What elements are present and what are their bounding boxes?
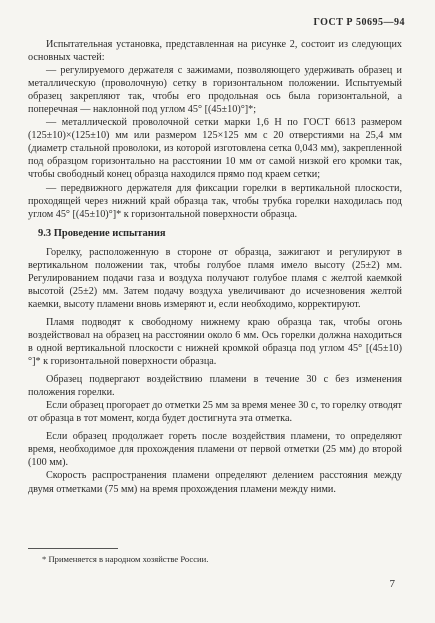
paragraph-speed: Скорость распространения пламени определяют делением расстояния между двумя отметками (75 мм) на время прохождения пламени между ними.: [28, 470, 402, 495]
standard-header: ГОСТ Р 50695—94: [313, 17, 405, 28]
paragraph-mesh: — металлической проволочной сетки марки 1,6 Н по ГОСТ 6613 размером (125±10)×(125±10) мм или размером 125×125 мм с 20 отверстиями на 25,4 мм (диаметр стальной проволоки, из которой изготовлена сетка 0,043 мм), закрепленной под образцом горизонтально на расстоянии 10 мм от самой низкой его кромки так, чтобы свободный конец образца находился прямо под краем сетки;: [28, 117, 402, 181]
main-text: [28, 38, 402, 496]
paragraph-burn-through: Если образец прогорает до отметки 25 мм за время менее 30 с, то горелку отводят от образца в тот момент, когда будет достигнута эта отметка.: [28, 400, 402, 425]
paragraph-continue-burning: Если образец продолжает гореть после воздействия пламени, то определяют время, необходимое для прохождения пламени от первой отметки (25 мм) до второй (100 мм).: [28, 431, 402, 469]
paragraph-intro: Испытательная установка, представленная на рисунке 2, состоит из следующих основных частей:: [28, 39, 402, 64]
paragraph-burner-holder: — передвижного держателя для фиксации горелки в вертикальной плоскости, проходящей через нижний край образца так, чтобы трубка горелки находилась под углом 45° [(45±10)°]* к горизонтальной поверхности образца.: [28, 182, 402, 220]
paragraph-flame-apply: Пламя подводят к свободному нижнему краю образца так, чтобы огонь воздействовал на образец на расстоянии около 6 мм. Ось горелки должна находиться в одной вертикальной плоскости с нижней кромкой образца под углом 45° [(45±10)°]* к горизонтальной поверхности образца.: [28, 316, 402, 368]
paragraph-holder: — регулируемого держателя с зажимами, позволяющего удерживать образец и металлическую (проволочную) сетку в горизонтальном положении. Испытуемый образец закрепляют так, чтобы его продольная ось была горизонтальной, а поперечная — наклонной под углом 45° [(45±10)°]*;: [28, 65, 402, 116]
paragraph-ignite: Горелку, расположенную в стороне от образца, зажигают и регулируют в вертикальном положении так, чтобы голубое пламя имело высоту (25±2) мм. Регулированием подачи газа и воздуха получают голубое пламя с желтой каемкой высотой (25±2) мм. Затем подачу воздуха увеличивают до исчезновения желтой каемки, высоту пламени вновь измеряют и, если необходимо, корректируют.: [28, 246, 402, 310]
footnote-divider: [28, 548, 118, 549]
section-heading: 9.3 Проведение испытания: [38, 227, 166, 239]
paragraph-exposure: Образец подвергают воздействию пламени в течение 30 с без изменения положения горелки.: [28, 374, 402, 399]
footnote: * Применяется в народном хозяйстве России.: [42, 554, 209, 564]
page-number: 7: [389, 578, 395, 590]
